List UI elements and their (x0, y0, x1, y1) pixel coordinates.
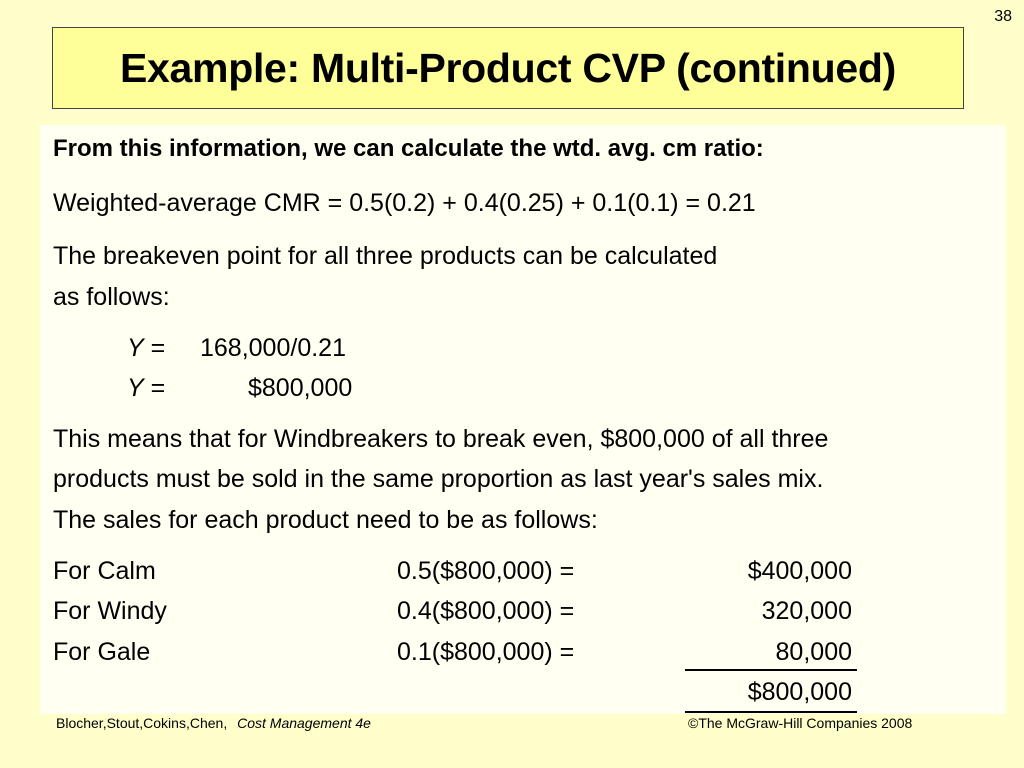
subtotal-rule (685, 669, 857, 671)
content-heading: From this information, we can calculate the wtd. avg. cm ratio: (53, 135, 764, 162)
meaning-line-3: The sales for each product need to be as follows: (53, 506, 598, 534)
equation-2-var: Y (127, 374, 144, 402)
equation-1-eq: = (143, 334, 166, 362)
total-rule (685, 711, 857, 713)
equation-2-eq: = (143, 374, 166, 402)
slide-title: Example: Multi-Product CVP (continued) (120, 44, 896, 91)
product-amount-gale: 80,000 (775, 638, 852, 666)
breakeven-intro-line-2: as follows: (53, 283, 170, 311)
title-box (52, 27, 964, 109)
product-calc-windy: 0.4($800,000) = (397, 597, 575, 625)
meaning-line-1: This means that for Windbreakers to break even, $800,000 of all three (53, 425, 829, 453)
product-calc-gale: 0.1($800,000) = (397, 638, 575, 666)
equation-2-label (127, 373, 165, 403)
equation-1-value: 168,000/0.21 (200, 334, 346, 362)
footer-authors: Blocher,Stout,Cokins,Chen, (56, 715, 228, 731)
footer-citation (56, 715, 371, 731)
footer-copyright: ©The McGraw-Hill Companies 2008 (688, 715, 913, 731)
equation-1-var: Y (127, 334, 144, 362)
total-amount: $800,000 (747, 678, 852, 706)
cmr-line: Weighted-average CMR = 0.5(0.2) + 0.4(0.25) + 0.1(0.1) = 0.21 (53, 189, 756, 217)
product-calc-calm: 0.5($800,000) = (397, 557, 575, 585)
product-label-calm: For Calm (53, 557, 156, 585)
meaning-line-2: products must be sold in the same proportion as last year's sales mix. (53, 465, 824, 493)
product-amount-calm: $400,000 (747, 557, 852, 585)
footer-book: Cost Management 4e (237, 715, 371, 731)
slide-number: 38 (994, 8, 1012, 25)
equation-2-value: $800,000 (248, 374, 353, 402)
product-amount-windy: 320,000 (761, 597, 852, 625)
breakeven-intro-line-1: The breakeven point for all three products can be calculated (53, 242, 718, 270)
content-panel (40, 125, 1006, 714)
product-label-windy: For Windy (53, 597, 167, 625)
equation-1-label (127, 333, 165, 363)
product-label-gale: For Gale (53, 638, 151, 666)
